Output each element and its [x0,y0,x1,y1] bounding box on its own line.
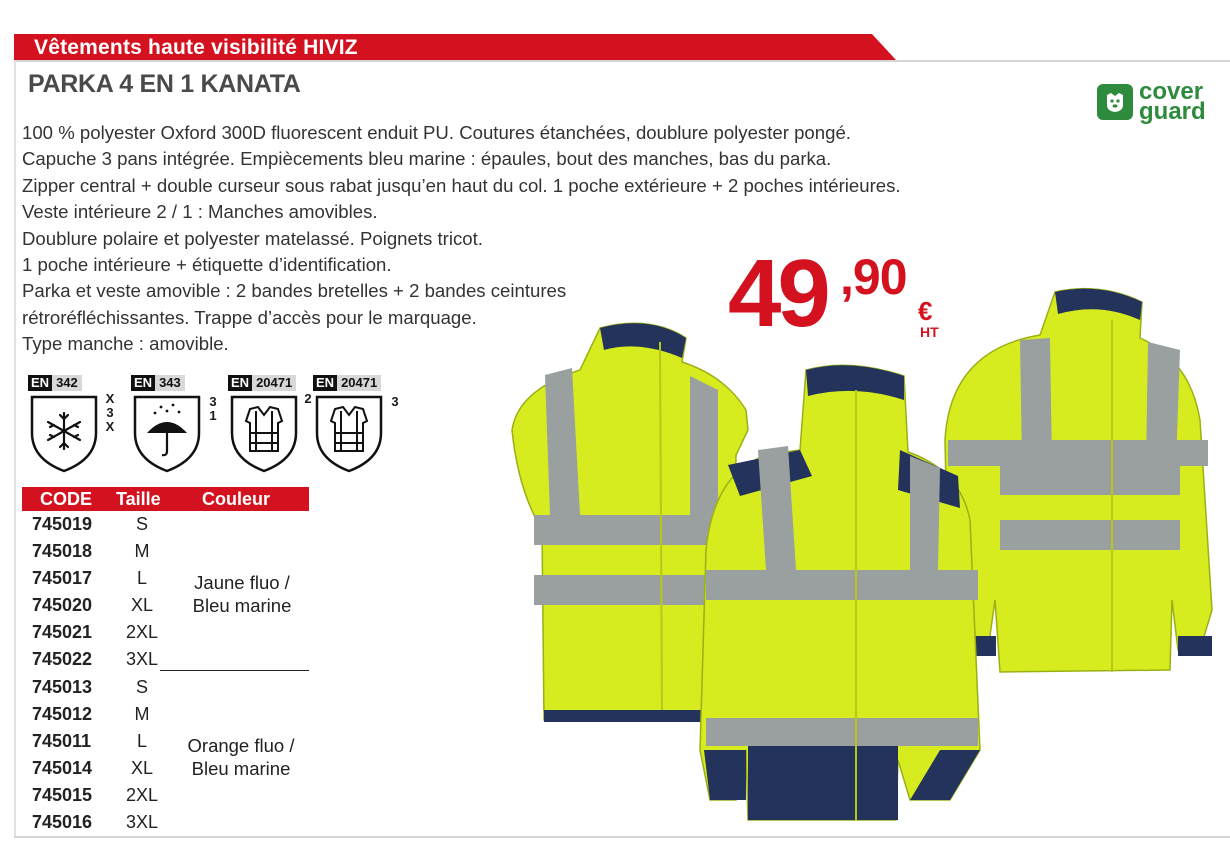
frame-bottom-border [14,836,1230,838]
color-group-yellow [172,571,312,617]
product-code: 745014 [32,758,93,778]
badge-code [28,375,82,391]
product-size: 2XL [125,622,159,642]
brand-name [1139,78,1206,125]
inner-jacket-illustration [945,289,1212,672]
color-line: Orange fluo / [187,735,295,756]
product-size: L [136,731,147,751]
badge-value: 3 [391,394,399,409]
product-size: XL [130,758,154,778]
table-row [22,812,309,836]
badge-value: 2 [304,391,312,406]
product-size: 3XL [125,649,159,669]
hiviz-vest-icon [313,393,385,473]
badge-value: 3 [106,405,114,420]
badge-code [228,375,296,391]
badge-code [313,375,381,391]
badge-value: X [105,419,115,434]
description-line: Type manche : amovible. [22,333,229,355]
color-line: Jaune fluo / [194,572,290,593]
description-line: Veste intérieure 2 / 1 : Manches amovibles. [22,201,378,223]
badge-norm-number: 342 [52,375,82,391]
product-size: 3XL [125,812,159,832]
badge-value: 3 [209,394,217,409]
snowflake-icon [28,393,100,473]
product-code: 745016 [32,812,93,832]
header-code: CODE [40,489,93,509]
product-code: 745015 [32,785,93,805]
color-line: Bleu marine [191,758,291,779]
brand-logo [1097,78,1206,125]
color-group-orange [168,734,314,780]
product-code: 745019 [32,514,93,534]
header-size: Taille [116,489,161,509]
size-table-header [22,487,309,511]
table-row [22,514,309,538]
product-size: M [134,541,150,561]
price-decimal: ,90 [840,249,907,305]
color-line: Bleu marine [192,595,292,616]
badge-code [131,375,185,391]
badge-value: X [105,391,115,406]
badge-values [104,392,116,434]
badge-norm-number: 20471 [252,375,296,391]
table-row [22,704,309,728]
product-code: 745017 [32,568,93,588]
product-size: M [134,704,150,724]
frame-left-border [14,60,16,838]
table-row [22,677,309,701]
description-line: Zipper central + double curseur sous rabat jusqu’en haut du col. 1 poche extérieure + 2 poches intérieures. [22,174,901,196]
product-title: PARKA 4 EN 1 KANATA [28,70,301,98]
product-code: 745020 [32,595,93,615]
table-group-divider [160,670,309,671]
description-line: Doublure polaire et polyester matelassé. Poignets tricot. [22,227,483,249]
product-size: S [135,677,148,697]
table-row [22,622,309,646]
product-size: 2XL [125,785,159,805]
badge-en-label: EN [28,375,52,391]
product-code: 745021 [32,622,93,642]
badge-en-label: EN [131,375,155,391]
category-banner [14,34,896,60]
description-line: 100 % polyester Oxford 300D fluorescent enduit PU. Coutures étanchées, doublure polyester pongé. [22,122,851,143]
badge-values [389,395,401,409]
description-line: Capuche 3 pans intégrée. Empiècements bleu marine : épaules, bout des manches, bas du parka. [22,148,832,170]
price-currency: € [918,296,933,326]
description-line: 1 poche intérieure + étiquette d’identification. [22,254,392,276]
category-title: Vêtements haute visibilité HIVIZ [34,36,358,59]
price-tax-label: HT [920,324,939,340]
product-size: L [136,568,147,588]
badge-value: 1 [209,408,217,423]
header-color: Couleur [202,489,271,509]
product-size: S [135,514,148,534]
price-integer: 49 [728,240,827,347]
product-code: 745018 [32,541,93,561]
hiviz-vest-icon [228,393,300,473]
badge-en-label: EN [228,375,252,391]
table-row [22,541,309,565]
jackets-product-image [500,280,1220,830]
brand-name-line1: cover [1139,78,1204,105]
product-code: 745022 [32,649,93,669]
description-line: Parka et veste amovible : 2 bandes bretelles + 2 bandes ceintures [22,280,567,302]
brand-name-line2: guard [1139,98,1206,125]
product-code: 745012 [32,704,93,724]
umbrella-rain-icon [131,393,203,473]
badge-norm-number: 343 [155,375,185,391]
badge-values [207,395,219,423]
table-row [22,785,309,809]
badge-en-label: EN [313,375,337,391]
product-code: 745011 [32,731,92,751]
product-code: 745013 [32,677,93,697]
bear-logo-icon [1097,84,1133,120]
product-size: XL [130,595,154,615]
frame-top-border [14,60,1230,62]
badge-norm-number: 20471 [337,375,381,391]
description-line: rétroréfléchissantes. Trappe d’accès pour le marquage. [22,306,477,328]
